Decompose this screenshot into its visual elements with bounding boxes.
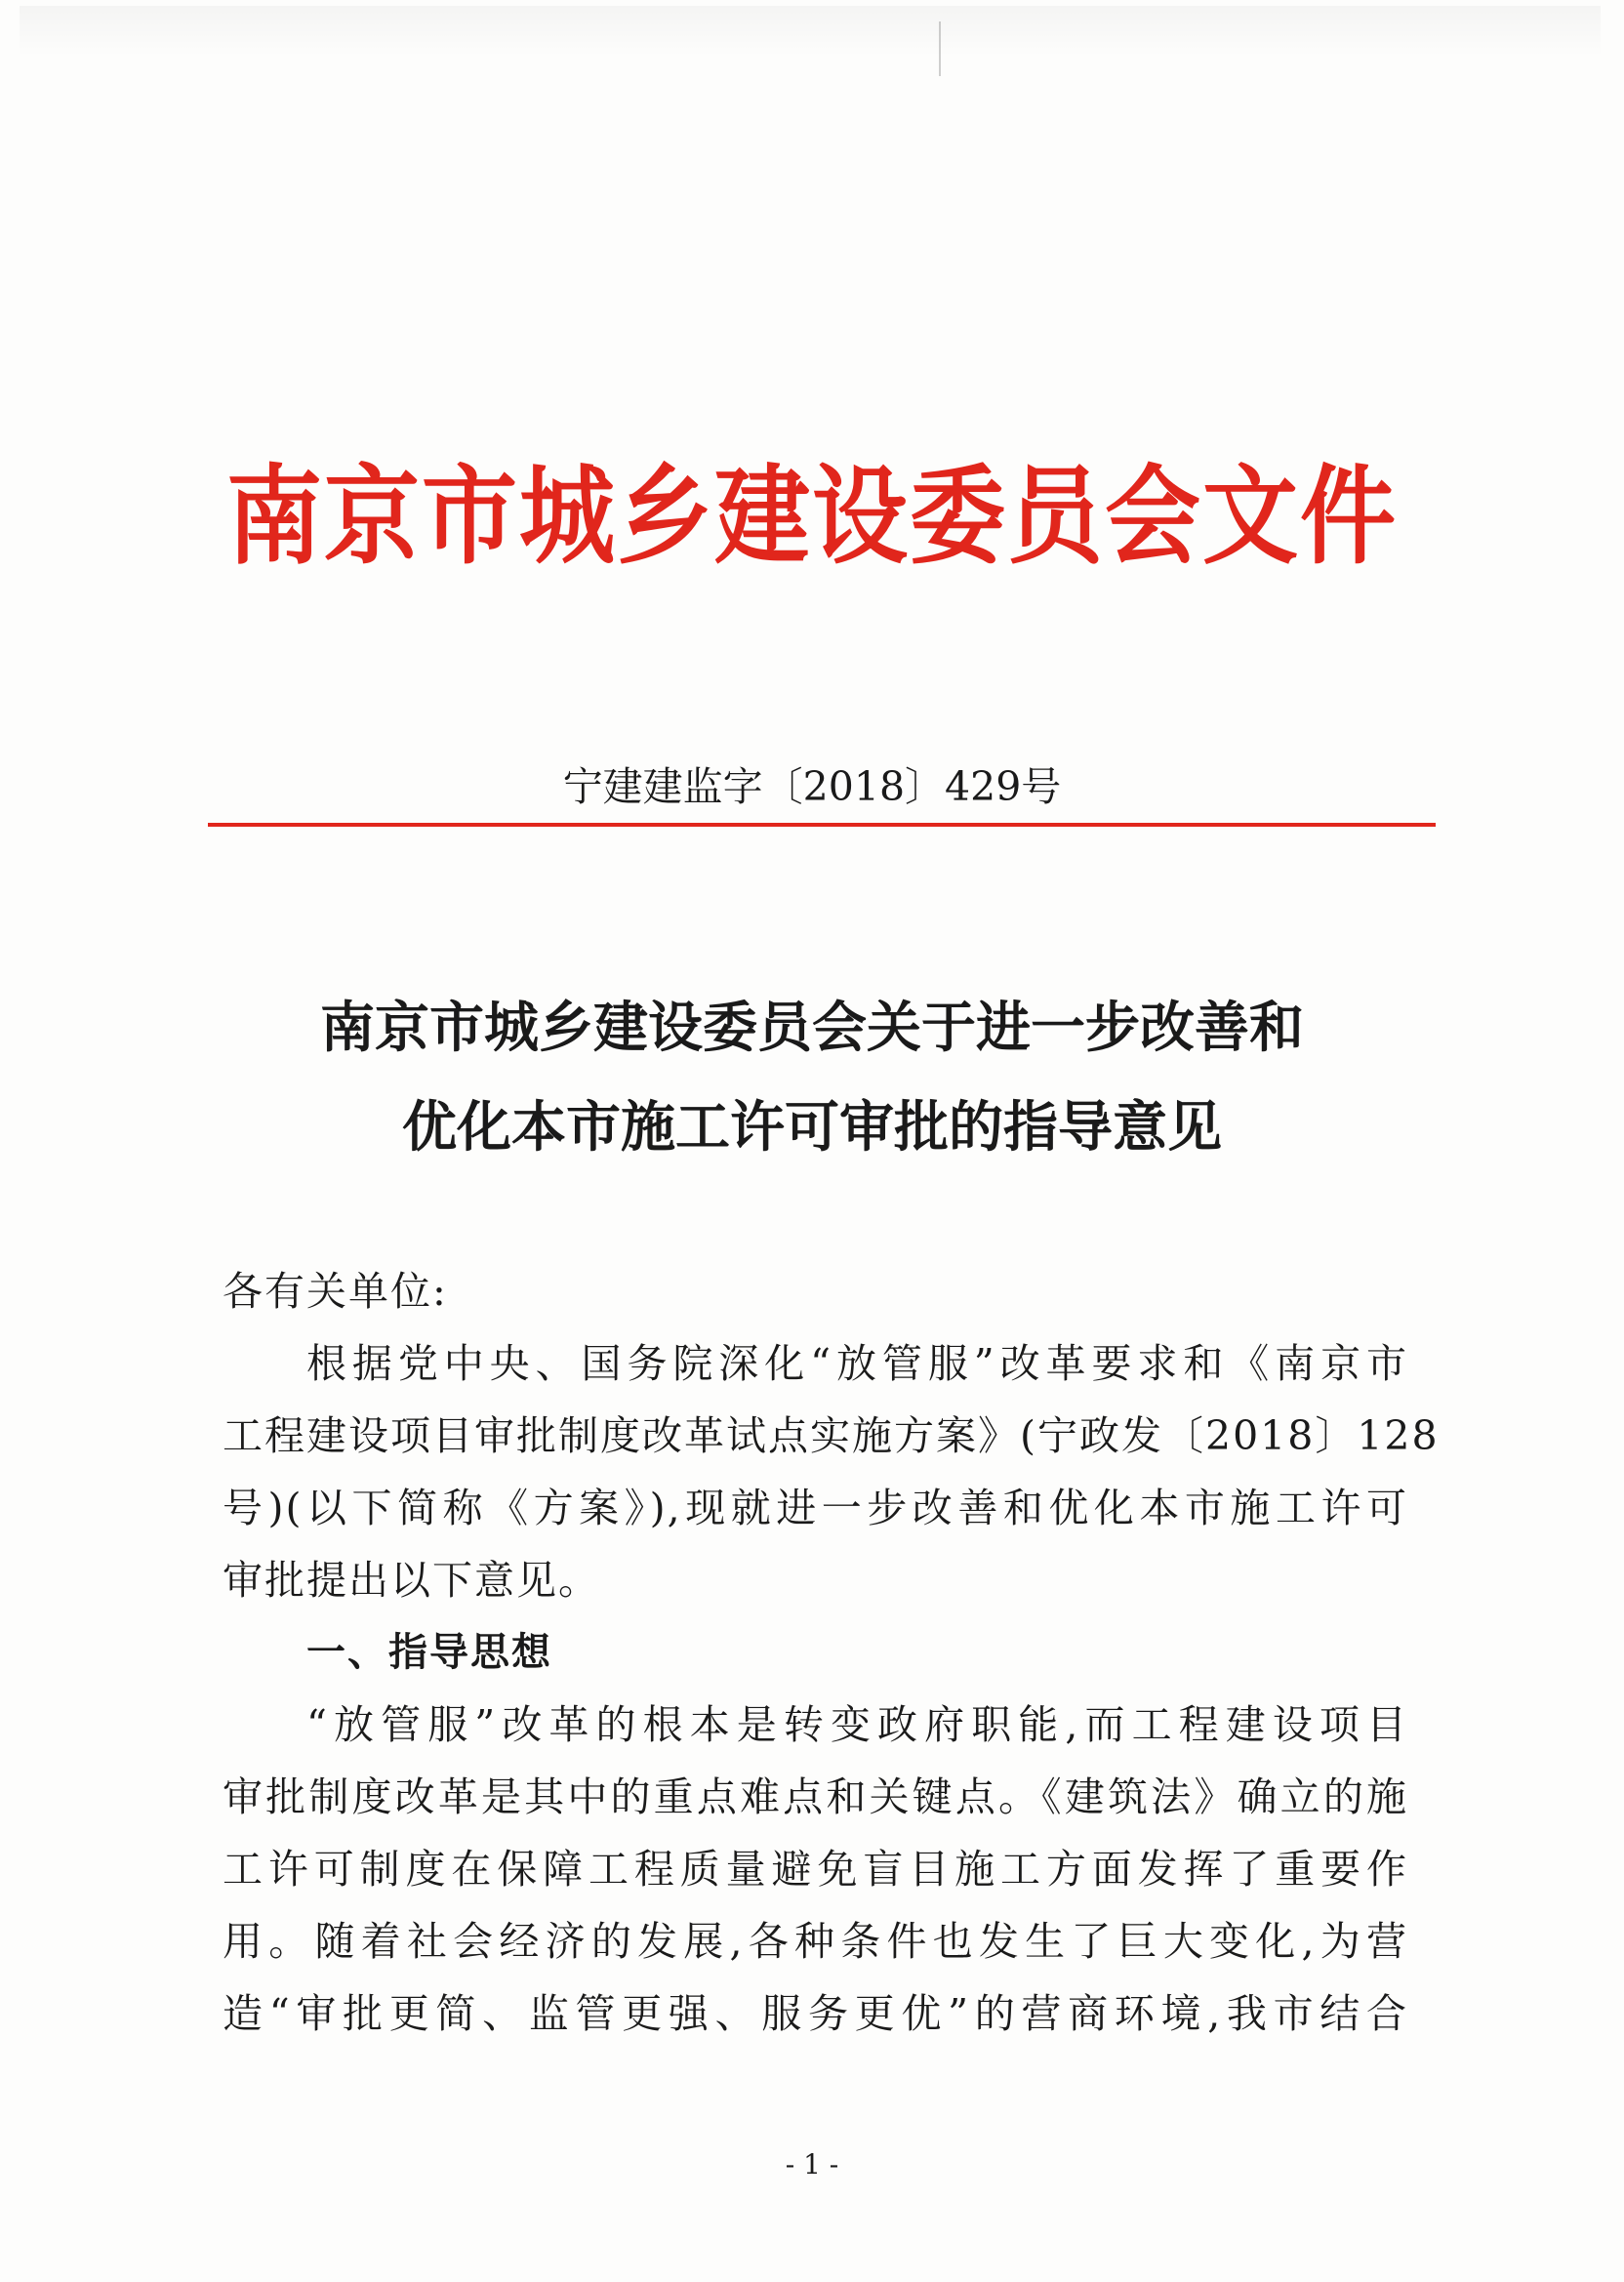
paragraph-1-line: 审批提出以下意见。 (223, 1557, 600, 1604)
paragraph-2-line: 用。随着社会经济的发展,各种条件也发生了巨大变化,为营 (223, 1918, 1408, 1965)
paragraph-2-line: “放管服”改革的根本是转变政府职能,而工程建设项目 (306, 1701, 1408, 1748)
document-masthead: 南京市城乡建设委员会文件 (225, 454, 1398, 580)
paragraph-1-line: 根据党中央、国务院深化“放管服”改革要求和《南京市 (306, 1340, 1408, 1387)
paragraph-2-line: 审批制度改革是其中的重点难点和关键点。《建筑法》确立的施 (223, 1773, 1408, 1820)
document-body (223, 1255, 1440, 2050)
document-title-line-1: 南京市城乡建设委员会关于进一步改善和 (320, 996, 1304, 1060)
paragraph-1-line: 号)(以下简称《方案》),现就进一步改善和优化本市施工许可 (223, 1485, 1408, 1531)
salutation: 各有关单位: (223, 1268, 448, 1315)
document-number: 宁建建监字〔2018〕429号 (562, 763, 1062, 810)
red-separator-rule (208, 823, 1436, 827)
paragraph-1-line: 工程建设项目审批制度改革试点实施方案》(宁政发〔2018〕128 (223, 1412, 1440, 1459)
scan-fold-mark (939, 21, 941, 76)
paragraph-2-line: 造“审批更简、监管更强、服务更优”的营商环境,我市结合 (223, 1990, 1408, 2037)
section-1-heading: 一、指导思想 (306, 1630, 552, 1675)
page-number: - 1 - (785, 2148, 839, 2180)
document-title-line-2: 优化本市施工许可审批的指导意见 (402, 1095, 1222, 1160)
scan-shadow (20, 6, 1601, 57)
paragraph-2-line: 工许可制度在保障工程质量避免盲目施工方面发挥了重要作 (223, 1846, 1408, 1893)
